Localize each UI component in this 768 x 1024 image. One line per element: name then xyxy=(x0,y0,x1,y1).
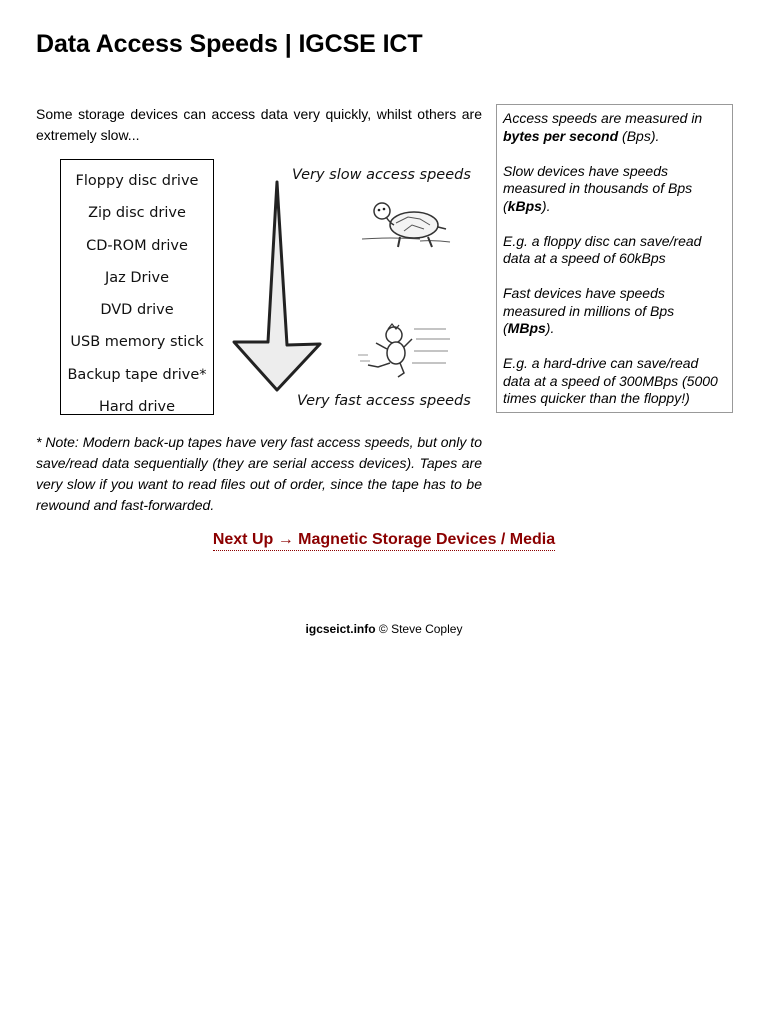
info-paragraph: E.g. a hard-drive can save/read data at a speed of 300MBps (5000 times quicker than the floppy!) xyxy=(503,355,718,406)
device-list xyxy=(60,159,214,415)
running-figure-icon xyxy=(354,321,454,381)
speed-info-box xyxy=(496,104,733,413)
footer xyxy=(0,622,768,636)
fast-speed-label: Very fast access speeds xyxy=(297,393,471,409)
device-list-item: Hard drive xyxy=(98,399,175,416)
page-title: Data Access Speeds | IGCSE ICT xyxy=(36,30,423,58)
down-arrow-icon xyxy=(230,174,330,396)
backup-tape-note: * Note: Modern back-up tapes have very fast access speeds, but only to save/read data sequentially (they are serial access devices). Tapes are very slow if you want to read files out of order, since the tape has to be rewound and fast-forwarded. xyxy=(36,434,482,513)
device-list-item: CD-ROM drive xyxy=(86,237,188,254)
next-up-link[interactable]: Next Up → Magnetic Storage Devices / Media xyxy=(213,531,555,551)
access-speed-figure xyxy=(60,159,471,419)
device-list-item: DVD drive xyxy=(100,302,174,319)
device-list-item: Floppy disc drive xyxy=(75,173,199,189)
device-list-item: Jaz Drive xyxy=(104,269,170,286)
intro-paragraph: Some storage devices can access data very quickly, whilst others are extremely slow... xyxy=(36,106,482,143)
info-paragraph: Access speeds are measured in bytes per second (Bps). xyxy=(503,110,703,144)
info-paragraph: Slow devices have speeds measured in thousands of Bps (kBps). xyxy=(503,162,693,214)
footer-site-name: igcseict.info xyxy=(305,622,376,636)
device-list-item: USB memory stick xyxy=(70,334,204,351)
footer-credit: © Steve Copley xyxy=(375,622,463,636)
info-paragraph: Fast devices have speeds measured in millions of Bps (MBps). xyxy=(503,285,675,336)
slow-speed-label: Very slow access speeds xyxy=(292,167,471,183)
tortoise-icon xyxy=(360,195,455,253)
device-list-item: Backup tape drive* xyxy=(67,366,207,383)
next-up-section xyxy=(0,531,768,549)
info-paragraph: E.g. a floppy disc can save/read data at a speed of 60kBps xyxy=(503,232,702,266)
device-list-item: Zip disc drive xyxy=(88,205,186,222)
